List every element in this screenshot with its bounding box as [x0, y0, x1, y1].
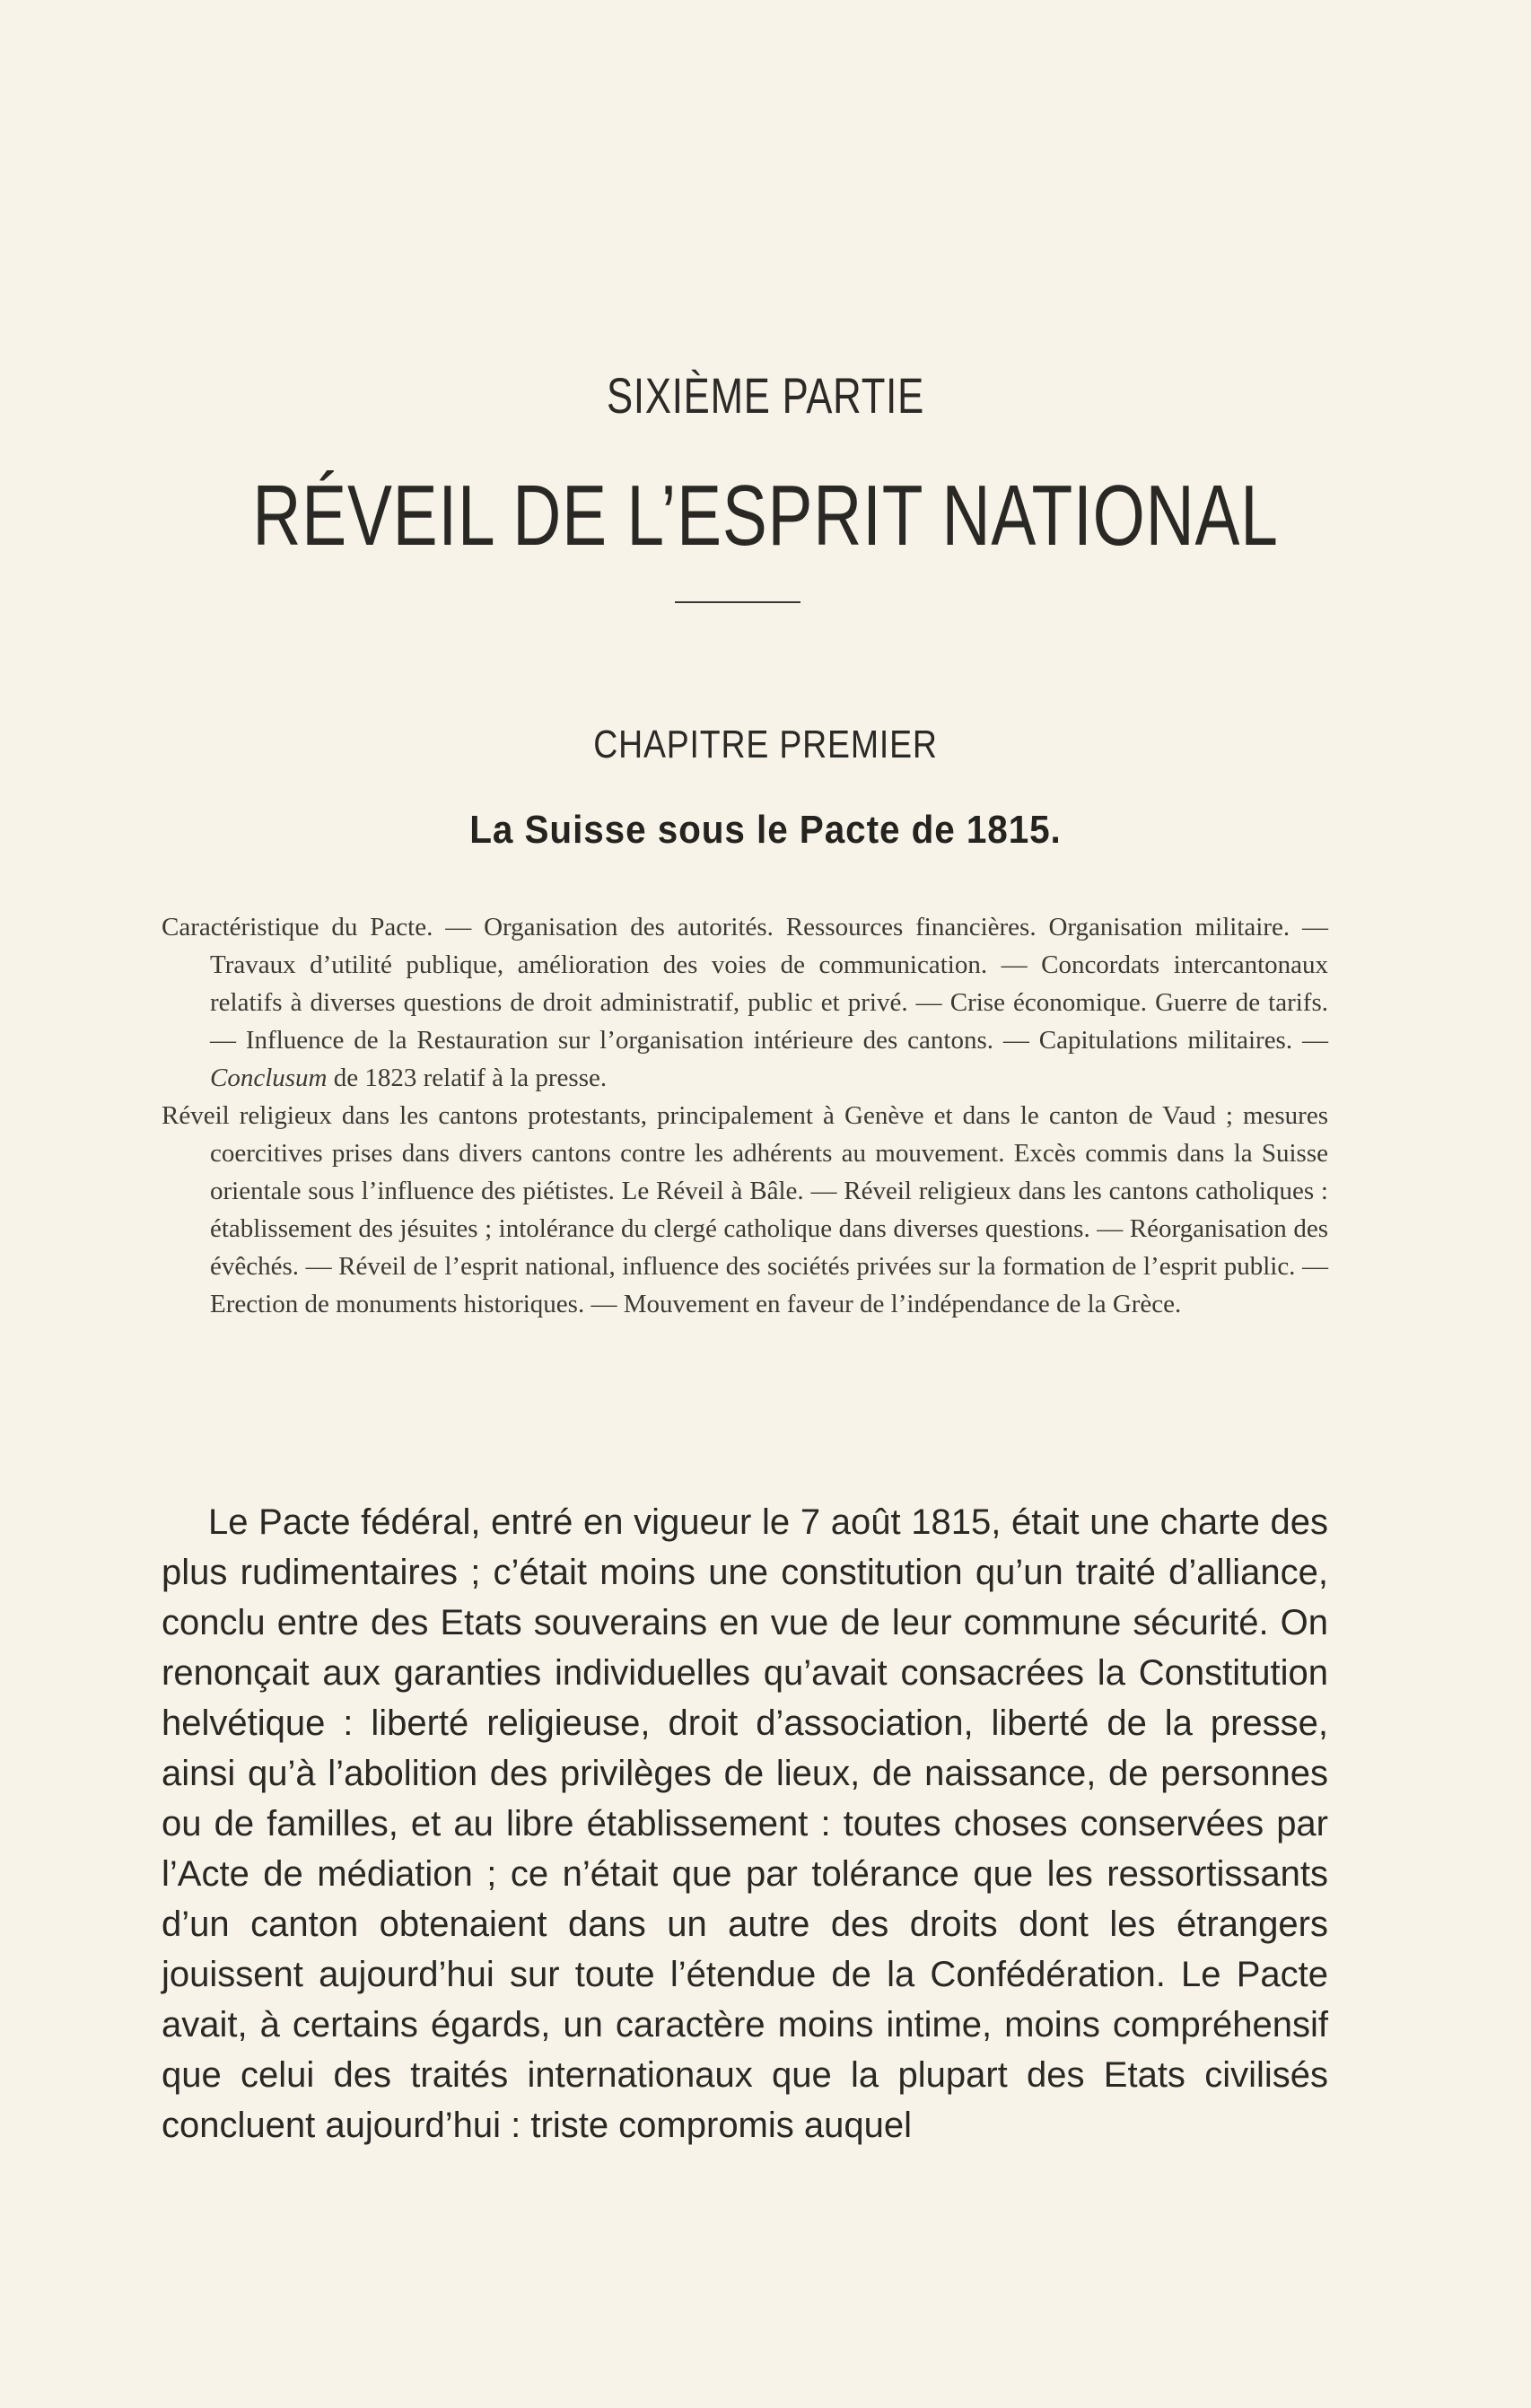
chapter-title: La Suisse sous le Pacte de 1815. — [469, 808, 1062, 852]
chapter-label: CHAPITRE PREMIER — [593, 722, 938, 766]
summary-paragraph: Réveil religieux dans les cantons protestants, principalement à Genève et dans le canton de Vaud ; mesures coercitives prises dans divers cantons contre les adhérents au mouvement. Excès commis dans la Suisse orientale sous l’influence des piétistes. Le Réveil à Bâle. — Réveil religieux dans les cantons catholiques : établissement des jésuites ; intolérance du clergé catholique dans diverses questions. — Réorganisation des évêchés. — Réveil de l’esprit national, influence des sociétés privées sur la formation de l’esprit public. — Erection de monuments historiques. — Mouvement en faveur de l’indépendance de la Grèce. — [162, 1101, 1328, 1318]
separator-rule — [675, 601, 800, 603]
summary-text: Caractéristique du Pacte. — Organisation des autorités. Ressources financières. Organisation militaire. — Travaux d’utilité publique, amélioration des voies de communication. — Concordats intercantonaux relatifs à diverses questions de droit administratif, public et privé. — Crise économique. Guerre de tarifs. — Influence de la Restauration sur l’organisation intérieure des cantons. — Capitulations militaires. — — [162, 913, 1328, 1055]
chapter-summary — [162, 908, 1328, 1323]
summary-paragraph — [162, 908, 1328, 1097]
summary-text: de 1823 relatif à la presse. — [327, 1064, 608, 1092]
summary-italic-term: Conclusum — [210, 1064, 328, 1092]
body-paragraph: Le Pacte fédéral, entré en vigueur le 7 août 1815, était une charte des plus rudimentaires ; c’était moins une constitution qu’un traité d’alliance, conclu entre des Etats souverains en vue de leur commune sécurité. On renonçait aux garanties individuelles qu’avait consacrées la Constitution helvétique : liberté religieuse, droit d’association, liberté de la presse, ainsi qu’à l’abolition des privilèges de lieux, de naissance, de personnes ou de familles, et au libre établissement : toutes choses conservées par l’Acte de médiation ; ce n’était que par tolérance que les ressortissants d’un canton obtenaient dans un autre des droits dont les étrangers jouissent aujourd’hui sur toute l’étendue de la Confédération. Le Pacte avait, à certains égards, un caractère moins intime, moins compréhensif que celui des traités internationaux que la plupart des Etats civilisés concluent aujourd’hui : triste compromis auquel — [162, 1502, 1328, 2145]
part-label: SIXIÈME PARTIE — [607, 367, 924, 424]
body-text — [162, 1497, 1328, 2150]
part-title: RÉVEIL DE L’ESPRIT NATIONAL — [252, 468, 1279, 564]
